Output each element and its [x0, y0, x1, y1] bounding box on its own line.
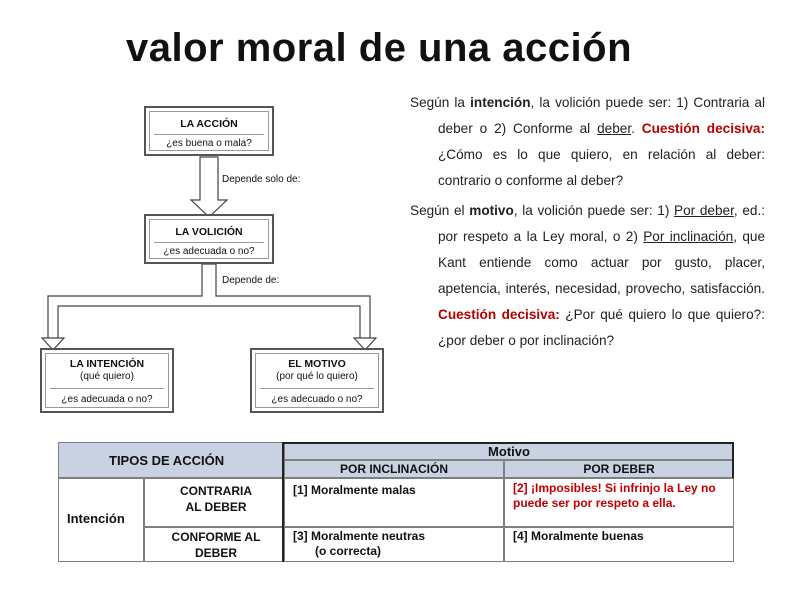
arrow-accion-volicion	[191, 157, 227, 217]
box-motivo-title: EL MOTIVO	[288, 358, 346, 370]
p2-text-e: , ed.: por respeto a la Ley moral, o 2)	[438, 203, 766, 244]
box-motivo-question: ¿es adecuado o no?	[271, 394, 363, 405]
row-label-conforme-text: CONFORME AL DEBER	[171, 530, 261, 560]
p1-text-f: ¿Cómo es lo que quiero, en relación al deber: contrario o conforme al deber?	[438, 147, 765, 188]
cell-moralmente-buenas	[504, 527, 734, 562]
table-left-border	[282, 442, 284, 562]
label-depende-solo: Depende solo de:	[222, 174, 301, 185]
cell-imposibles-text: [2] ¡Imposibles! Si infrinjo la Ley no puede ser por respeto a ella.	[513, 481, 716, 510]
box-intencion	[40, 348, 174, 413]
box-accion-title: LA ACCIÓN	[180, 118, 238, 130]
table-top-border	[284, 442, 734, 444]
paragraph-motivo	[410, 198, 765, 354]
cell-moralmente-buenas-text: [4] Moralmente buenas	[513, 529, 644, 543]
table-header-tipos-label: TIPOS DE ACCIÓN	[109, 453, 225, 468]
row-label-contraria	[144, 478, 284, 527]
arrow-volicion-branch	[48, 264, 370, 340]
p2-motivo-bold: motivo	[469, 203, 514, 218]
box-accion-question: ¿es buena o mala?	[166, 138, 252, 149]
box-volicion-question: ¿es adecuada o no?	[163, 246, 255, 257]
p2-text-c: , la volición puede ser: 1)	[513, 203, 675, 218]
cell-moralmente-neutras-text: [3] Moralmente neutras	[293, 529, 426, 543]
row-label-intencion-text: Intención	[67, 511, 125, 526]
p1-intencion-bold: intención	[470, 95, 531, 110]
p1-deber-underline: deber	[597, 121, 632, 136]
row-label-contraria-text: CONTRARIA AL DEBER	[180, 484, 252, 514]
table-header-por-deber	[504, 460, 734, 478]
cell-correcta-text: (o correcta)	[315, 544, 382, 558]
p1-cuestion-decisiva: Cuestión decisiva:	[641, 121, 765, 136]
table-header-por-inclinacion	[284, 460, 504, 478]
table-right-border	[732, 442, 734, 478]
p2-text-a: Según el	[410, 203, 470, 218]
cell-imposibles	[504, 478, 734, 527]
box-accion	[144, 106, 274, 156]
row-label-intencion	[58, 478, 144, 562]
box-volicion	[144, 214, 274, 264]
explanation-text	[410, 90, 765, 358]
p2-por-inclinacion-underline: Por inclinación	[643, 229, 734, 244]
box-motivo	[250, 348, 384, 413]
moral-action-diagram	[40, 100, 385, 415]
p2-text-g: , que Kant entiende como actuar por gusto, placer, apetencia, interés, necesidad, provecho, satisfacción.	[438, 229, 766, 296]
paragraph-intencion	[410, 90, 765, 194]
table-header-motivo	[284, 442, 734, 460]
p2-cuestion-decisiva: Cuestión decisiva:	[438, 307, 560, 322]
table-header-por-deber-label: POR DEBER	[583, 462, 655, 476]
box-intencion-sub: (qué quiero)	[80, 371, 134, 382]
p2-por-deber-underline: Por deber	[674, 203, 734, 218]
p1-text-e: .	[631, 121, 642, 136]
row-label-conforme	[144, 527, 284, 562]
table-header-tipos	[58, 442, 284, 478]
p1-text-c: , la volición puede ser: 1) Contraria al deber o 2) Conforme al	[438, 95, 765, 136]
p2-text-h: ¿Por qué quiero lo que quiero?: ¿por deber o por inclinación?	[438, 307, 765, 348]
table-header-motivo-label: Motivo	[488, 444, 530, 459]
label-depende: Depende de:	[222, 275, 280, 286]
table-header-por-inclinacion-label: POR INCLINACIÓN	[340, 462, 448, 476]
cell-moralmente-malas	[284, 478, 504, 527]
cell-moralmente-malas-text: [1] Moralmente malas	[293, 483, 416, 497]
page-title: valor moral de una acción	[126, 26, 632, 70]
cell-moralmente-neutras	[284, 527, 504, 562]
p1-text-a: Según la	[410, 95, 471, 110]
action-types-table	[58, 442, 734, 562]
box-intencion-title: LA INTENCIÓN	[69, 358, 145, 370]
box-motivo-sub: (por qué lo quiero)	[276, 371, 358, 382]
box-intencion-question: ¿es adecuada o no?	[61, 394, 153, 405]
box-volicion-title: LA VOLICIÓN	[175, 226, 243, 238]
